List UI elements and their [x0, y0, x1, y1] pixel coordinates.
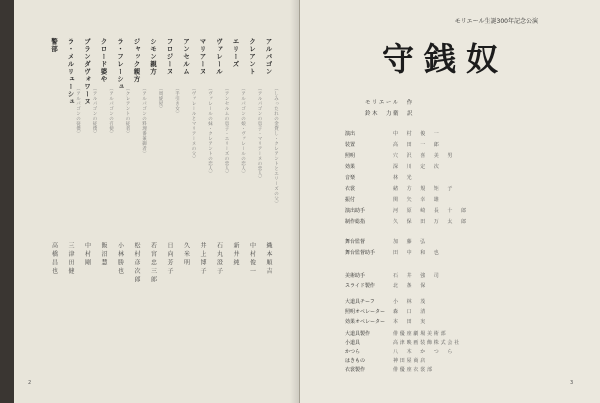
staff-row [345, 272, 441, 279]
staff-row [345, 339, 461, 346]
character-description: （アンセルムの息子・エリーズの恋人） [224, 86, 229, 176]
staff-row [345, 348, 454, 355]
character-name: ヴァレール [215, 38, 223, 76]
character-name: エリーズ [231, 38, 240, 68]
staff-people: 中 村 俊 一 [393, 131, 441, 137]
staff-people: 俳優座劇場美術部 [393, 331, 448, 337]
staff-people: 加 藤 弘 [393, 239, 428, 245]
staff-role: はきもの [345, 358, 366, 364]
staff-row [345, 308, 427, 315]
staff-people: 石 井 強 司 [393, 273, 441, 279]
character-name: シモン親方 [149, 38, 157, 76]
cast-name: 織本順吉 [265, 242, 272, 276]
cast-name: 小林勝也 [116, 242, 124, 276]
staff-row [345, 152, 454, 159]
cast-name: 高橋昌也 [50, 242, 58, 276]
staff-row [345, 163, 441, 170]
production-subtitle: モリエール生誕300年記念公演 [454, 18, 538, 25]
staff-role: 効果オペレーター [345, 319, 386, 325]
staff-row [345, 357, 427, 364]
character-description: （周旋屋） [158, 86, 163, 111]
staff-row [345, 238, 427, 245]
character-name: クレアント [248, 38, 256, 76]
staff-role: 演出 [345, 131, 356, 137]
character-name: アルパゴン [264, 38, 273, 76]
staff-role: 衣裳製作 [345, 367, 366, 373]
right-page-number: 3 [570, 380, 574, 386]
staff-row [345, 196, 441, 203]
staff-row [345, 282, 427, 289]
staff-people: 河 原 崎 長 十 郎 [393, 208, 468, 214]
character-name: フロジーヌ [165, 38, 174, 76]
staff-role: 制作総指 [345, 219, 366, 225]
staff-row [345, 130, 441, 137]
cast-name: 石丸澄子 [215, 242, 223, 276]
character-description: （クレアントの従者） [125, 86, 130, 136]
staff-people: 小 林 茂 [393, 299, 428, 305]
staff-row [345, 318, 427, 325]
cast-name: 新井純 [232, 242, 239, 268]
character-name: クロード婆や [99, 38, 108, 83]
staff-role: 照明オペレーター [345, 309, 386, 315]
character-name: 警部 [50, 38, 58, 53]
staff-role: 音楽 [345, 175, 356, 181]
staff-row [345, 218, 468, 225]
staff-role: 装置 [345, 142, 356, 148]
cast-name: 松村彦次郎 [133, 242, 140, 285]
staff-row [345, 249, 441, 256]
staff-people: 深 川 定 次 [393, 164, 441, 170]
staff-role: 舞台監督 [345, 239, 366, 245]
character-name: アンセルム [182, 38, 190, 76]
staff-role: 演出助手 [345, 208, 366, 214]
staff-role: かつら [345, 349, 361, 355]
staff-role: 衣裳 [345, 186, 356, 192]
character-description: （アルパゴンの息子・マリアーヌの恋人） [257, 86, 262, 181]
cast-name: 井上博子 [199, 242, 206, 276]
staff-row [345, 141, 441, 148]
staff-role: スライド製作 [345, 283, 375, 289]
staff-people: 森 口 清 [393, 309, 428, 315]
staff-row [345, 207, 468, 214]
staff-people: 高津映画装飾株式会社 [393, 340, 462, 346]
staff-people: 本 田 実 [393, 319, 428, 325]
staff-people: 八 木 か つ ら [393, 349, 455, 355]
staff-row [345, 298, 427, 305]
character-description: （アルパゴンの召使） [108, 86, 114, 136]
character-description: （しみったれの金貸し・クレアントとエリーズの父） [273, 86, 279, 206]
cast-name: 若宮忠三郎 [149, 242, 157, 285]
staff-people: 田 中 和 也 [393, 250, 441, 256]
character-name: ブランダヴォワーヌ [83, 38, 91, 106]
cast-name: 中村俊一 [248, 242, 256, 276]
author-line: モリエール 作 [365, 100, 414, 106]
cast-name: 三津田健 [67, 242, 74, 276]
staff-role: 照明 [345, 153, 356, 159]
staff-row [345, 366, 434, 373]
character-name: マリアーヌ [198, 38, 207, 76]
staff-people: 穴 沢 喜 美 男 [393, 153, 455, 159]
character-description: （アルパゴンの従僕） [92, 86, 97, 136]
character-name: ラ・フレーシュ [116, 38, 124, 91]
character-description: （アルパゴンの従僕） [75, 86, 81, 136]
staff-role: 大道具チーフ [345, 299, 375, 305]
staff-people: 北 条 保 [393, 283, 428, 289]
cast-name: 久米明 [182, 242, 190, 268]
left-page-number: 2 [28, 380, 32, 386]
cast-name: 飯沼慧 [100, 242, 107, 268]
staff-people: 久 保 田 万 太 郎 [393, 219, 468, 225]
character-description: （アルパゴンの娘・ヴァレールの恋人） [240, 86, 246, 176]
staff-row [345, 330, 447, 337]
staff-role: 小道具 [345, 340, 361, 346]
staff-row [345, 174, 413, 181]
left-page [14, 0, 300, 403]
character-name: ラ・メルリューシュ [66, 38, 75, 106]
character-description: （手引き女） [174, 86, 180, 116]
character-name: ジャック親方 [132, 38, 141, 83]
staff-role: 大道具製作 [345, 331, 371, 337]
character-description: （アルパゴンの料理番兼御者） [141, 86, 147, 156]
character-description: （ヴァレールとマリアーヌの父） [191, 86, 196, 161]
staff-role: 舞台監督助手 [345, 250, 376, 256]
staff-role: 振付 [345, 197, 356, 203]
play-title: 守銭奴 [382, 40, 509, 78]
staff-people: 林 光 [393, 175, 414, 181]
staff-people: 緒 方 規 矩 子 [393, 186, 455, 192]
translator-line: 鈴木 力衛 訳 [365, 111, 415, 117]
staff-people: 俳優座衣裳部 [393, 367, 434, 373]
staff-role: 美術助手 [345, 273, 366, 279]
staff-people: 神田屋商店 [393, 358, 428, 364]
staff-people: 関 矢 幸 雄 [393, 197, 441, 203]
cast-name: 中村剛 [83, 242, 91, 268]
cast-name: 日向芳子 [166, 242, 173, 276]
staff-row [345, 185, 454, 192]
staff-role: 効果 [345, 164, 356, 170]
character-description: （ヴァレールの妹・クレアントの恋人） [207, 86, 213, 176]
staff-people: 高 田 一 郎 [393, 142, 441, 148]
